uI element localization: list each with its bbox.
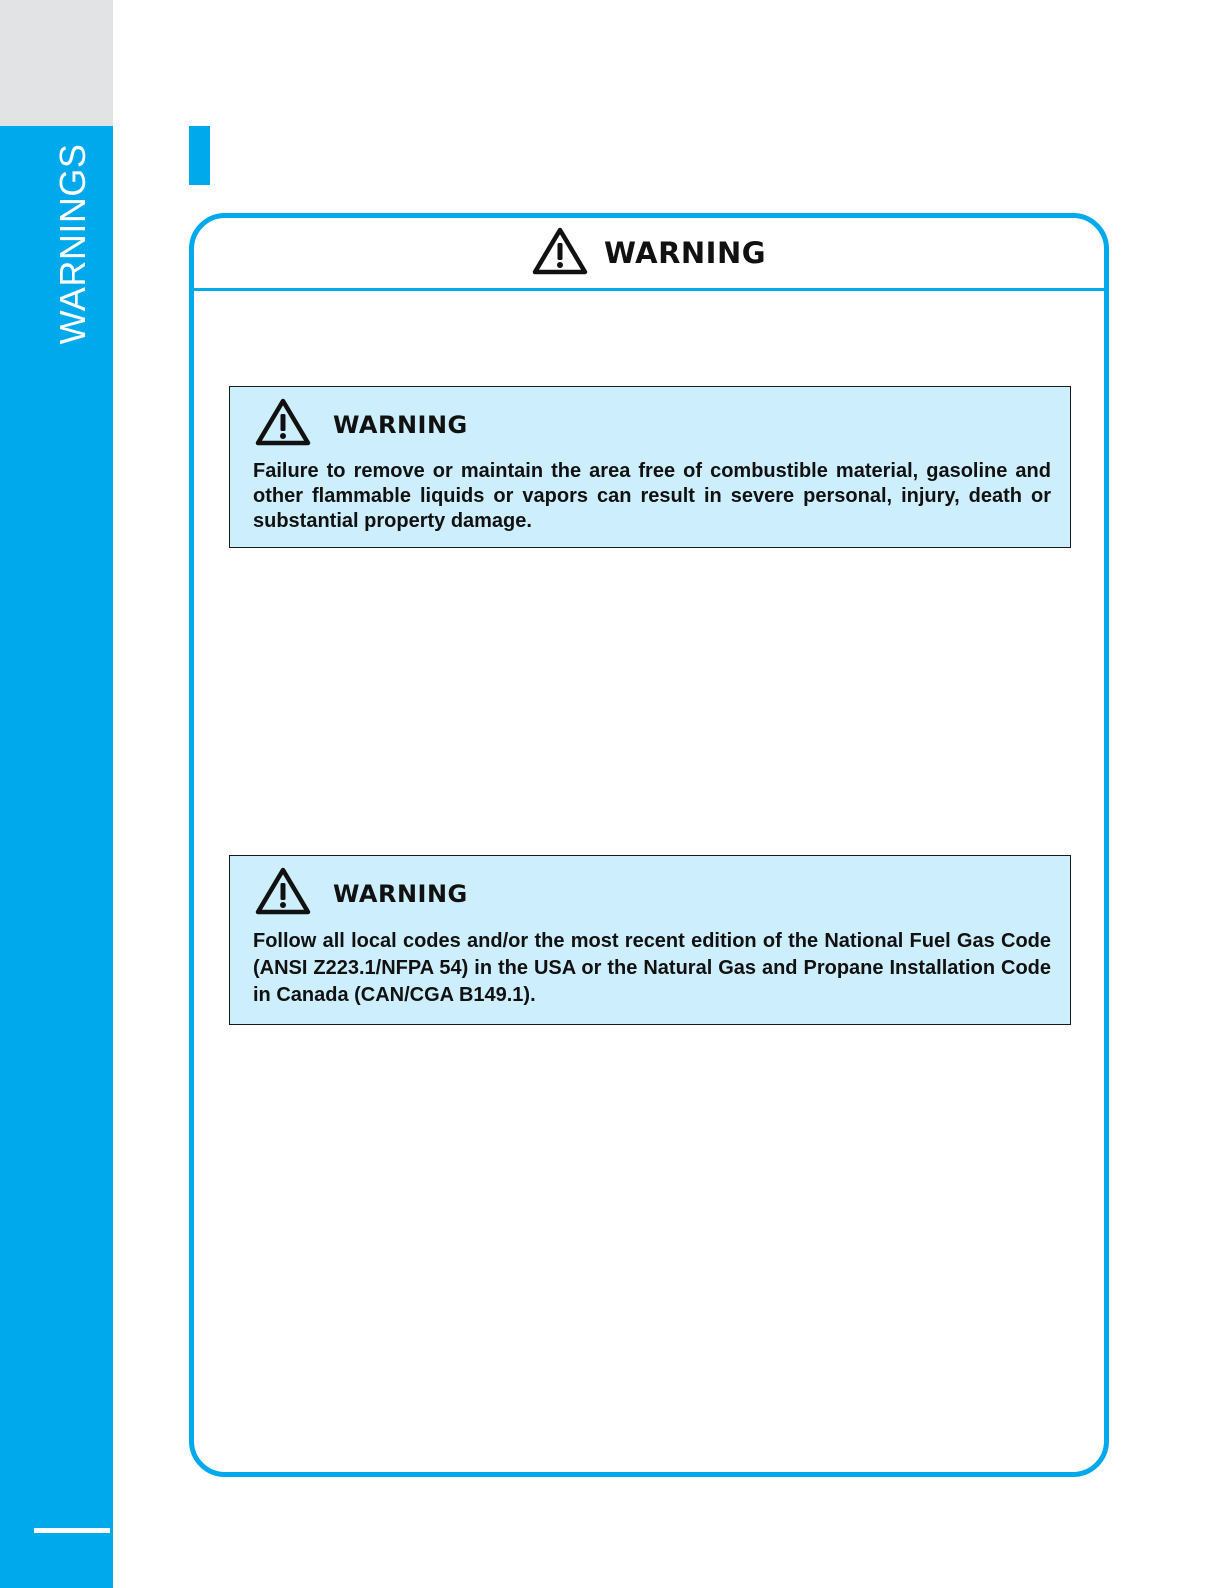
sidebar-title: WARNINGS	[52, 143, 93, 345]
sidebar-divider	[34, 1528, 110, 1533]
warning-box-combustible	[229, 386, 1071, 548]
warning-box-text: Follow all local codes and/or the most recent edition of the National Fuel Gas Code (ANSI Z223.1/NFPA 54) in the USA or the Natural Gas and Propane Installation Code in Canada (CAN/CGA B149.1).	[253, 930, 1051, 1006]
warning-triangle-icon	[532, 226, 588, 281]
frame-header	[194, 218, 1104, 291]
warning-box-header	[255, 397, 468, 452]
sidebar-top-block	[0, 0, 113, 126]
warning-box-title: WARNING	[333, 410, 468, 439]
section-marker	[189, 126, 210, 185]
frame-header-title: WARNING	[603, 236, 767, 270]
sidebar	[0, 126, 113, 1588]
warning-triangle-icon	[255, 866, 311, 921]
warning-box-text: Failure to remove or maintain the area free of combustible material, gasoline and other flammable liquids or vapors can result in severe personal, injury, death or substantial property damage.	[253, 460, 1051, 532]
warning-box-header	[255, 866, 468, 921]
warning-triangle-icon	[255, 397, 311, 452]
warning-box-title: WARNING	[333, 879, 468, 908]
warning-box-codes	[229, 855, 1071, 1025]
